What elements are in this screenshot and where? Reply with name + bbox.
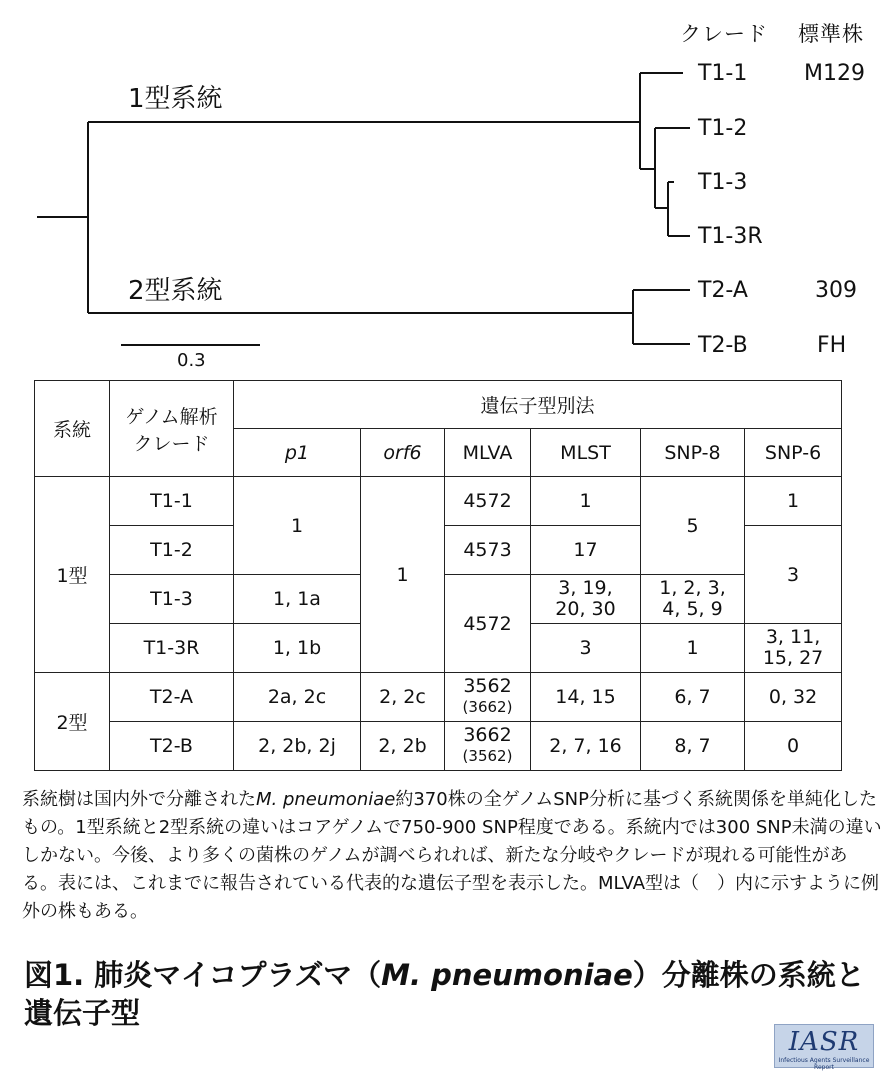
orf6-cell-type1: 1	[361, 477, 445, 673]
mlva-cell-t1-1: 4572	[445, 477, 531, 526]
figure-title-prefix: 図1. 肺炎マイコプラズマ（	[24, 958, 382, 992]
iasr-logo	[774, 1024, 874, 1071]
strain-label-309: 309	[815, 278, 857, 303]
clade-label-t1-2: T1-2	[698, 116, 748, 141]
snp6-cell-t1-1: 1	[745, 477, 842, 526]
clade-cell-t1-3r: T1-3R	[110, 624, 234, 673]
phylogenetic-tree	[0, 0, 896, 380]
caption-part1: 系統樹は国内外で分離された	[22, 789, 256, 810]
clade-cell-t1-1: T1-1	[110, 477, 234, 526]
col-header-orf6: orf6	[361, 429, 445, 477]
type2-cell: 2型	[35, 673, 110, 771]
col-header-mlst: MLST	[531, 429, 641, 477]
header-lineage: 系統	[35, 381, 110, 477]
orf6-cell-t2-b: 2, 2b	[361, 722, 445, 771]
snp6-t1-3r-line2: 15, 27	[762, 647, 824, 669]
mlva-t2-a-main: 3562	[463, 675, 512, 697]
col-header-mlva: MLVA	[445, 429, 531, 477]
snp6-cell-t1-2-t1-3: 3	[745, 526, 842, 624]
p1-cell-t1-3: 1, 1a	[234, 575, 361, 624]
orf6-cell-t2-a: 2, 2c	[361, 673, 445, 722]
mlst-cell-t1-3	[531, 575, 641, 624]
mlst-cell-t1-1: 1	[531, 477, 641, 526]
p1-cell-t2-b: 2, 2b, 2j	[234, 722, 361, 771]
iasr-logo-subtitle: Infectious Agents Surveillance Report	[778, 1057, 870, 1071]
caption-species: M. pneumoniae	[256, 789, 396, 810]
reference-strain-column-header: 標準株	[798, 22, 864, 46]
snp6-cell-t2-b: 0	[745, 722, 842, 771]
snp8-cell-t2-a: 6, 7	[641, 673, 745, 722]
p1-cell-t2-a: 2a, 2c	[234, 673, 361, 722]
snp8-cell-t1-1-t1-2: 5	[641, 477, 745, 575]
mlva-cell-t1-3-t1-3r: 4572	[445, 575, 531, 673]
genotype-table	[34, 380, 842, 771]
strain-label-m129: M129	[804, 61, 865, 86]
mlva-t2-b-main: 3662	[463, 724, 512, 746]
clade-label-t2-a: T2-A	[698, 278, 748, 303]
mlst-cell-t1-3r: 3	[531, 624, 641, 673]
mlst-t1-3-line1: 3, 19,	[558, 577, 613, 599]
type1-cell: 1型	[35, 477, 110, 673]
snp8-t1-3-line2: 4, 5, 9	[662, 598, 723, 620]
scale-bar-label: 0.3	[177, 350, 206, 371]
header-genome-clade	[110, 381, 234, 477]
snp6-t1-3r-line1: 3, 11,	[765, 626, 821, 648]
clade-cell-t1-2: T1-2	[110, 526, 234, 575]
p1-cell-t1-1-t1-2: 1	[234, 477, 361, 575]
mlst-t1-3-line2: 20, 30	[555, 598, 616, 620]
mlst-cell-t2-a: 14, 15	[531, 673, 641, 722]
header-genome-clade-line1: ゲノム解析	[125, 405, 218, 428]
col-header-snp6: SNP-6	[745, 429, 842, 477]
iasr-logo-text: IASR	[788, 1027, 860, 1057]
mlva-cell-t2-b	[445, 722, 531, 771]
clade-label-t1-3: T1-3	[698, 170, 748, 195]
mlva-t2-a-exception: (3662)	[462, 698, 513, 716]
p1-cell-t1-3r: 1, 1b	[234, 624, 361, 673]
snp6-cell-t2-a: 0, 32	[745, 673, 842, 722]
clade-cell-t2-a: T2-A	[110, 673, 234, 722]
clade-cell-t2-b: T2-B	[110, 722, 234, 771]
figure-caption	[22, 786, 882, 926]
mlva-cell-t2-a	[445, 673, 531, 722]
clade-label-t1-3r: T1-3R	[698, 224, 763, 249]
snp8-cell-t1-3	[641, 575, 745, 624]
figure-title-suffix: ）分離株の系統と遺伝子型	[24, 958, 865, 1030]
clade-label-t1-1: T1-1	[698, 61, 748, 86]
snp6-cell-t1-3r	[745, 624, 842, 673]
mlva-cell-t1-2: 4573	[445, 526, 531, 575]
header-genotyping-methods: 遺伝子型別法	[234, 381, 842, 429]
clade-cell-t1-3: T1-3	[110, 575, 234, 624]
mlst-cell-t2-b: 2, 7, 16	[531, 722, 641, 771]
figure-title	[24, 956, 884, 1032]
mlva-t2-b-exception: (3562)	[462, 747, 513, 765]
clade-column-header: クレード	[680, 22, 768, 46]
lineage1-label: 1型系統	[128, 84, 223, 114]
header-genome-clade-line2: クレード	[133, 432, 210, 455]
snp8-cell-t1-3r: 1	[641, 624, 745, 673]
clade-label-t2-b: T2-B	[698, 333, 748, 358]
figure-title-species: M. pneumoniae	[381, 958, 633, 992]
lineage2-label: 2型系統	[128, 276, 223, 306]
snp8-t1-3-line1: 1, 2, 3,	[659, 577, 726, 599]
mlst-cell-t1-2: 17	[531, 526, 641, 575]
col-header-snp8: SNP-8	[641, 429, 745, 477]
snp8-cell-t2-b: 8, 7	[641, 722, 745, 771]
col-header-p1: p1	[234, 429, 361, 477]
strain-label-fh: FH	[817, 333, 847, 358]
caption-part2: 約370株の全ゲノムSNP分析に基づく系統関係を単純化したもの。1型系統と2型系統の違いはコアゲノムで750-900 SNP程度である。系統内では300 SNP未満の違いしかない。今後、より多くの菌株のゲノムが調べられれば、新たな分岐やクレードが現れる可能性がある。表には、これまでに報告されている代表的な遺伝子型を表示した。MLVA型は（ ）内に示すように例外の株もある。	[22, 789, 882, 922]
